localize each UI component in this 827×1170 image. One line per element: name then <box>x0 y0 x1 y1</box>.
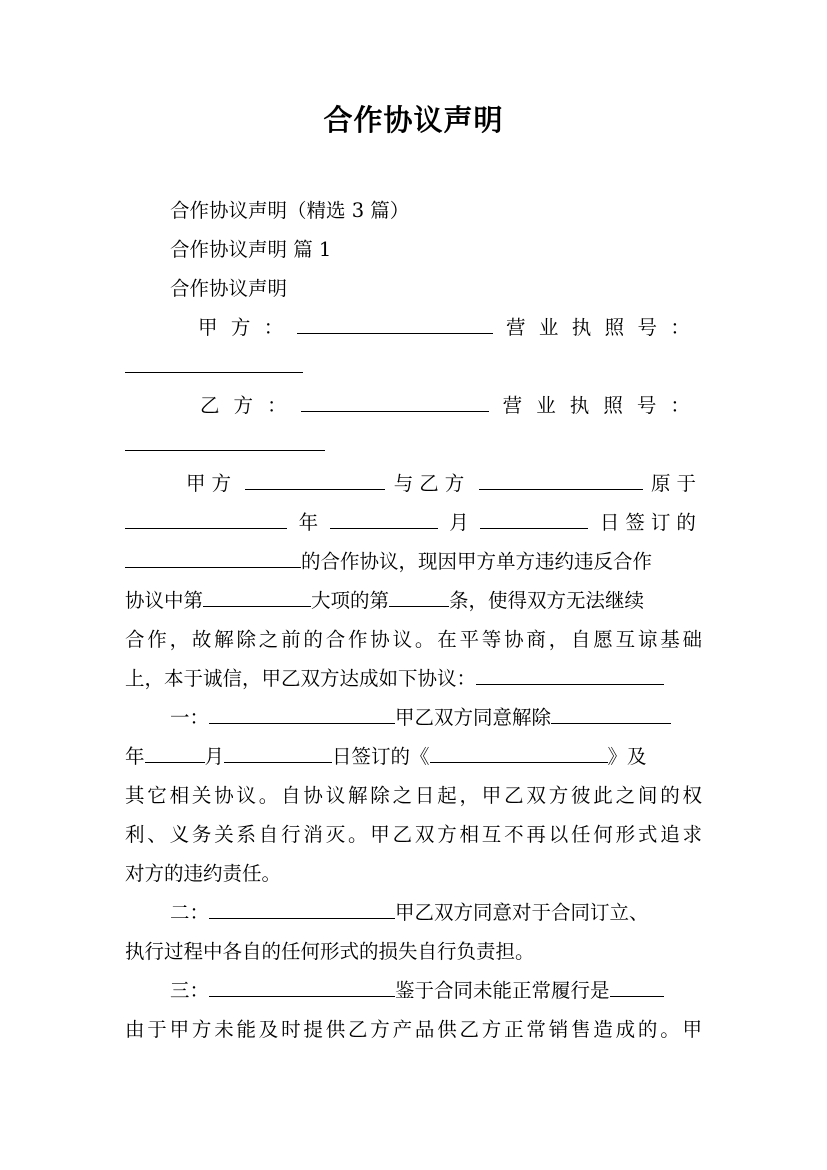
party-a-license-3: 执 <box>571 316 592 339</box>
p1-line-3 <box>125 543 702 581</box>
p3-l1-a: 二： <box>170 901 210 924</box>
party-b-colon-2: ： <box>670 394 690 417</box>
party-b-license-1: 营 <box>502 394 523 417</box>
p2-line-1 <box>170 699 702 737</box>
p1-line-1 <box>186 465 702 503</box>
party-b-license-line <box>125 426 702 464</box>
p4-l1-b: 鉴于合同未能正常履行是 <box>395 979 610 1002</box>
p1-blank-item <box>203 586 311 607</box>
p3-line-1 <box>170 894 702 932</box>
p2-blank-day <box>224 742 332 763</box>
p1-line-5: 合作，故解除之前的合作协议。在平等协商，自愿互谅基础 <box>125 628 705 651</box>
p1-line-4 <box>125 582 702 620</box>
p1-l2-a: 年 <box>298 511 319 534</box>
p2-l2-c: 日签订的《 <box>332 745 430 768</box>
page-title: 合作协议声明 <box>323 103 504 137</box>
p1-blank-month <box>330 508 438 529</box>
p1-blank-party-a <box>245 469 385 490</box>
party-a-license-blank <box>125 352 303 373</box>
p1-l4-b: 大项的第 <box>311 589 390 612</box>
p1-blank-year <box>125 508 287 529</box>
party-b-license-blank <box>125 430 325 451</box>
p1-l4-c: 条，使得双方无法继续 <box>449 589 645 612</box>
party-a-name-blank <box>297 313 493 334</box>
p1-blank-day <box>480 508 588 529</box>
p2-line-4: 利、义务关系自行消灭。甲乙双方相互不再以任何形式追求 <box>125 823 705 846</box>
p2-line-5: 对方的违约责任。 <box>125 862 282 885</box>
party-a-colon-2: ： <box>670 316 690 339</box>
p4-blank-2 <box>610 976 664 997</box>
p1-line-6 <box>125 660 702 698</box>
p1-blank-agreement <box>125 547 301 568</box>
party-a-license-5: 号 <box>637 316 657 339</box>
p2-l2-d: 》及 <box>607 745 647 768</box>
p2-l1-a: 一： <box>170 706 210 729</box>
p1-l2-c: 日签订的 <box>599 511 702 534</box>
p2-blank-2 <box>551 703 671 724</box>
p2-line-2 <box>125 738 702 776</box>
p2-l2-a: 年 <box>125 745 145 768</box>
party-a-license-4: 照 <box>604 316 625 339</box>
subtitle: 合作协议声明（精选 3 篇） <box>170 199 410 222</box>
party-b-name-blank <box>301 391 489 412</box>
party-a-line <box>198 309 690 347</box>
p3-l1-b: 甲乙双方同意对于合同订立、 <box>395 901 649 924</box>
p1-l6-text: 上，本于诚信，甲乙双方达成如下协议： <box>125 667 477 690</box>
p2-line-3: 其它相关协议。自协议解除之日起，甲乙双方彼此之间的权 <box>125 784 705 807</box>
p2-l2-b: 月 <box>204 745 225 768</box>
party-a-license-1: 营 <box>505 316 526 339</box>
party-b-license-4: 照 <box>603 394 623 417</box>
article-heading: 合作协议声明 篇 1 <box>170 238 332 261</box>
party-a-label-fang: 方 <box>230 316 251 339</box>
p2-l1-b: 甲乙双方同意解除 <box>395 706 552 729</box>
party-b-label-fang: 方 <box>233 394 254 417</box>
p1-l2-b: 月 <box>449 511 469 534</box>
p1-l1-a: 甲方 <box>186 472 238 495</box>
p2-blank-contract <box>430 742 608 763</box>
p2-blank-1 <box>209 703 395 724</box>
party-b-license-2: 业 <box>536 394 556 417</box>
section-heading: 合作协议声明 <box>170 277 288 300</box>
p1-l4-a: 协议中第 <box>125 589 204 612</box>
party-b-label-yi: 乙 <box>200 394 220 417</box>
p4-l1-a: 三： <box>170 979 210 1002</box>
p4-line-2: 由于甲方未能及时提供乙方产品供乙方正常销售造成的。甲 <box>125 1018 705 1041</box>
p3-blank-1 <box>209 898 395 919</box>
party-b-line <box>200 387 690 425</box>
p1-l1-c: 原于 <box>650 472 702 495</box>
p1-line-2 <box>125 504 702 542</box>
p1-blank-party-b <box>479 469 643 490</box>
party-b-license-3: 执 <box>569 394 590 417</box>
p1-l3-text: 的合作协议，现因甲方单方违约违反合作 <box>301 550 653 573</box>
p1-blank-terms <box>476 664 664 685</box>
party-a-colon: ： <box>263 316 284 339</box>
p1-l1-b: 与乙方 <box>393 472 471 495</box>
p4-blank-1 <box>209 976 395 997</box>
party-b-license-5: 号 <box>636 394 657 417</box>
party-a-license-2: 业 <box>538 316 559 339</box>
p3-line-2: 执行过程中各自的任何形式的损失自行负责担。 <box>125 940 535 963</box>
p4-line-1 <box>170 972 702 1010</box>
party-a-license-line <box>125 348 702 386</box>
p1-blank-clause <box>389 586 449 607</box>
party-b-colon: ： <box>267 394 287 417</box>
party-a-label-jia: 甲 <box>198 316 218 339</box>
p2-blank-month <box>145 742 205 763</box>
